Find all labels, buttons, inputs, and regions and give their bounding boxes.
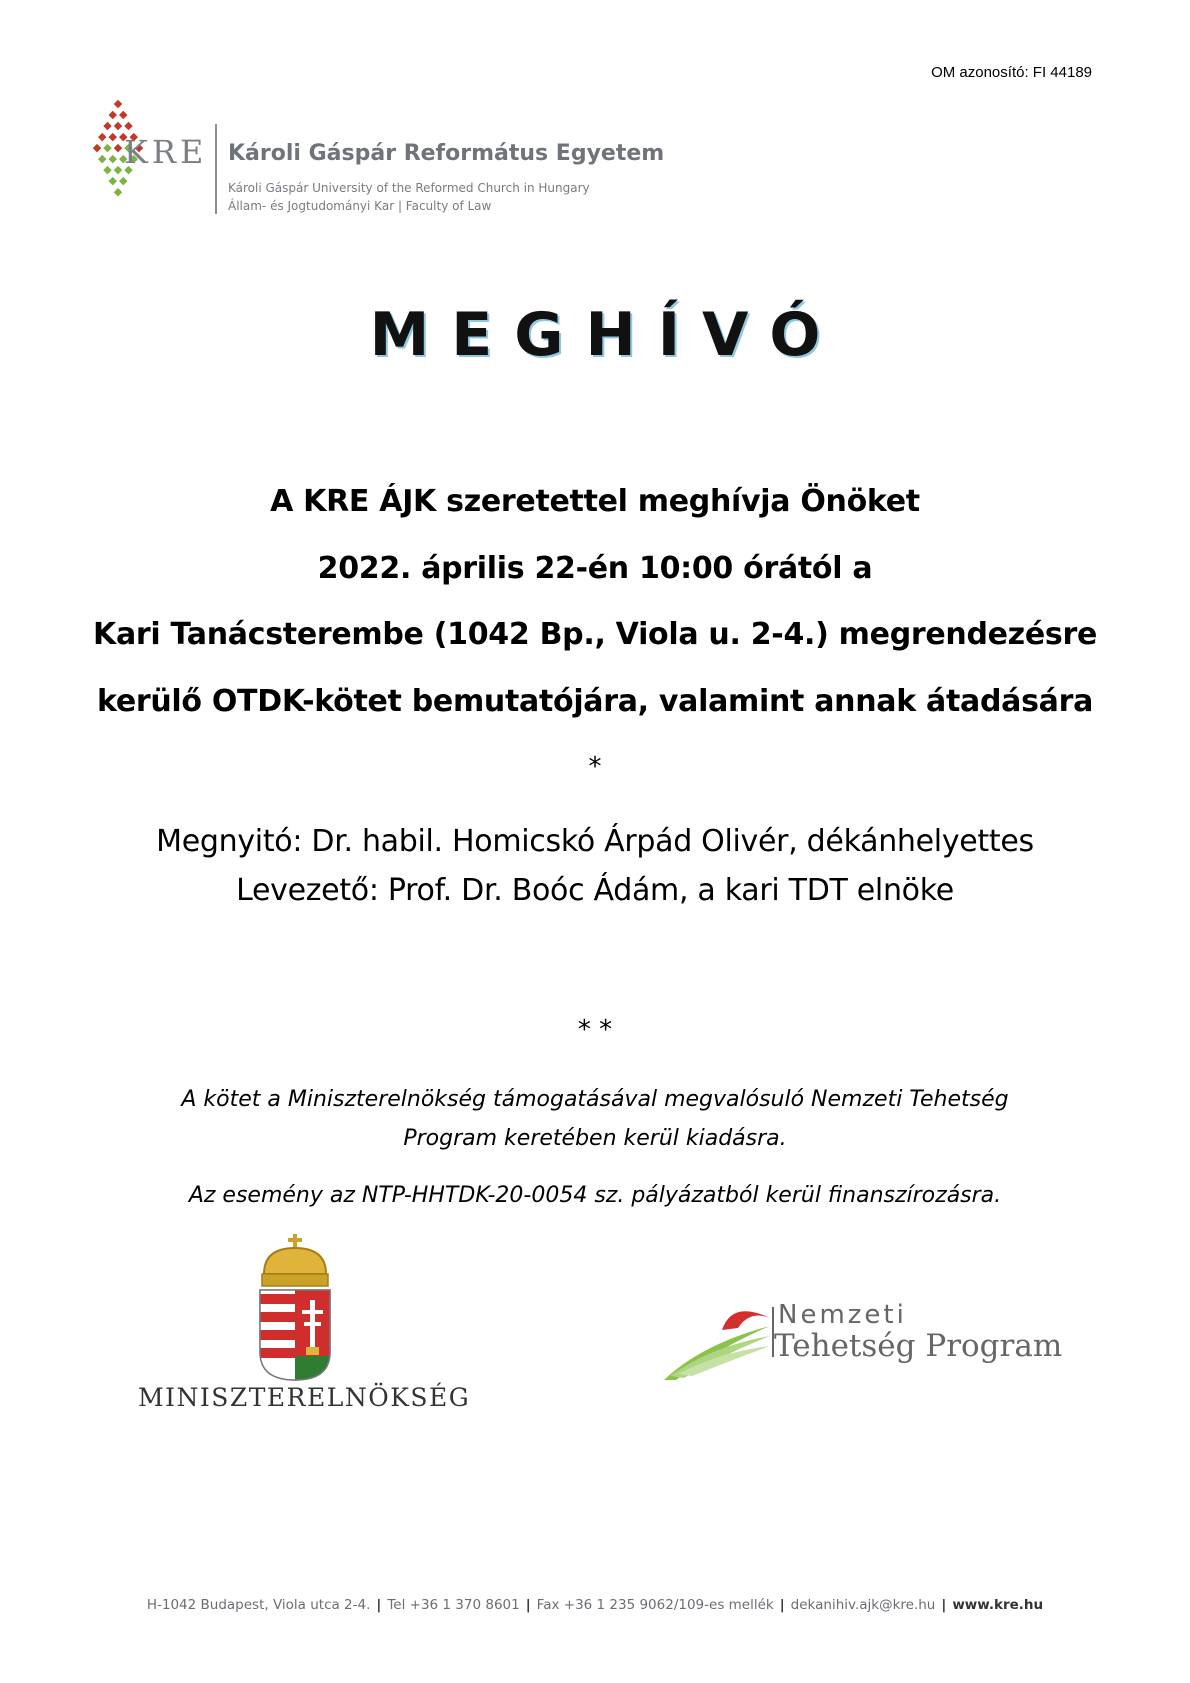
logo-dot bbox=[103, 166, 111, 174]
opener-line: Megnyitó: Dr. habil. Homicskó Árpád Olivér, dékánhelyettes bbox=[156, 824, 1034, 859]
hungarian-coat-of-arms-icon bbox=[254, 1234, 336, 1382]
note-line-1: A kötet a Miniszterelnökség támogatásával megvalósuló Nemzeti Tehetség bbox=[181, 1087, 1009, 1112]
note-line-3: Az esemény az NTP-HHTDK-20-0054 sz. pályázatból kerül finanszírozásra. bbox=[188, 1183, 1002, 1208]
logo-divider bbox=[215, 124, 217, 214]
logo-dot bbox=[114, 122, 122, 130]
om-identifier: OM azonosító: FI 44189 bbox=[931, 64, 1092, 81]
logo-dot bbox=[114, 100, 122, 108]
footer-email[interactable]: dekanihiv.ajk@kre.hu bbox=[790, 1597, 936, 1613]
logo-dot bbox=[114, 188, 122, 196]
logo-dot bbox=[119, 177, 127, 185]
invitation-line-2: 2022. április 22-én 10:00 órától a bbox=[317, 551, 873, 586]
logo-dot bbox=[103, 144, 111, 152]
page-title: MEGHÍVÓ bbox=[369, 300, 843, 370]
footer-website-link[interactable]: www.kre.hu bbox=[952, 1597, 1044, 1613]
invitation-line-3: Kari Tanácsterembe (1042 Bp., Viola u. 2-4.) megrendezésre bbox=[93, 617, 1097, 652]
logo-dot bbox=[93, 144, 101, 152]
logo-acronym: KRE bbox=[124, 133, 208, 171]
university-name: Károli Gáspár Református Egyetem bbox=[228, 141, 665, 166]
ntp-name-line-2: Tehetség Program bbox=[774, 1328, 1063, 1364]
invitation-line-1: A KRE ÁJK szeretettel meghívja Önöket bbox=[270, 484, 920, 519]
university-subtitle: Károli Gáspár University of the Reformed Church in Hungary bbox=[228, 181, 590, 195]
logo-dot bbox=[114, 144, 122, 152]
footer-tel: Tel +36 1 370 8601 bbox=[387, 1597, 520, 1613]
ntp-name-line-1: Nemzeti bbox=[778, 1300, 907, 1330]
note-line-2: Program keretében kerül kiadásra. bbox=[403, 1126, 787, 1151]
logo-dot bbox=[119, 111, 127, 119]
footer-contact: H-1042 Budapest, Viola utca 2-4. | Tel +36 1 370 8601 | Fax +36 1 235 9062/109-es mellék | dekanihiv.ajk@kre.hu | www.kre.hu bbox=[146, 1597, 1044, 1613]
separator-2: * * bbox=[577, 1015, 613, 1045]
logo-dot bbox=[114, 166, 122, 174]
logo-dot bbox=[98, 155, 106, 163]
logo-dot bbox=[109, 111, 117, 119]
ntp-logo-icon bbox=[662, 1300, 774, 1382]
logo-dot bbox=[109, 133, 117, 141]
ministry-name: MINISZTERELNÖKSÉG bbox=[138, 1383, 471, 1412]
footer-fax: Fax +36 1 235 9062/109-es mellék bbox=[536, 1597, 774, 1613]
faculty-name: Állam- és Jogtudományi Kar | Faculty of Law bbox=[228, 199, 492, 213]
host-line: Levezető: Prof. Dr. Boóc Ádám, a kari TDT elnöke bbox=[236, 873, 954, 908]
footer-address: H-1042 Budapest, Viola utca 2-4. bbox=[146, 1597, 371, 1613]
logo-dot bbox=[109, 155, 117, 163]
logo-dot bbox=[124, 122, 132, 130]
invitation-line-4: kerülő OTDK-kötet bemutatójára, valamint annak átadására bbox=[96, 684, 1094, 719]
logo-dot bbox=[103, 122, 111, 130]
logo-dot bbox=[109, 177, 117, 185]
separator-1: * bbox=[588, 752, 602, 782]
logo-dot bbox=[98, 133, 106, 141]
